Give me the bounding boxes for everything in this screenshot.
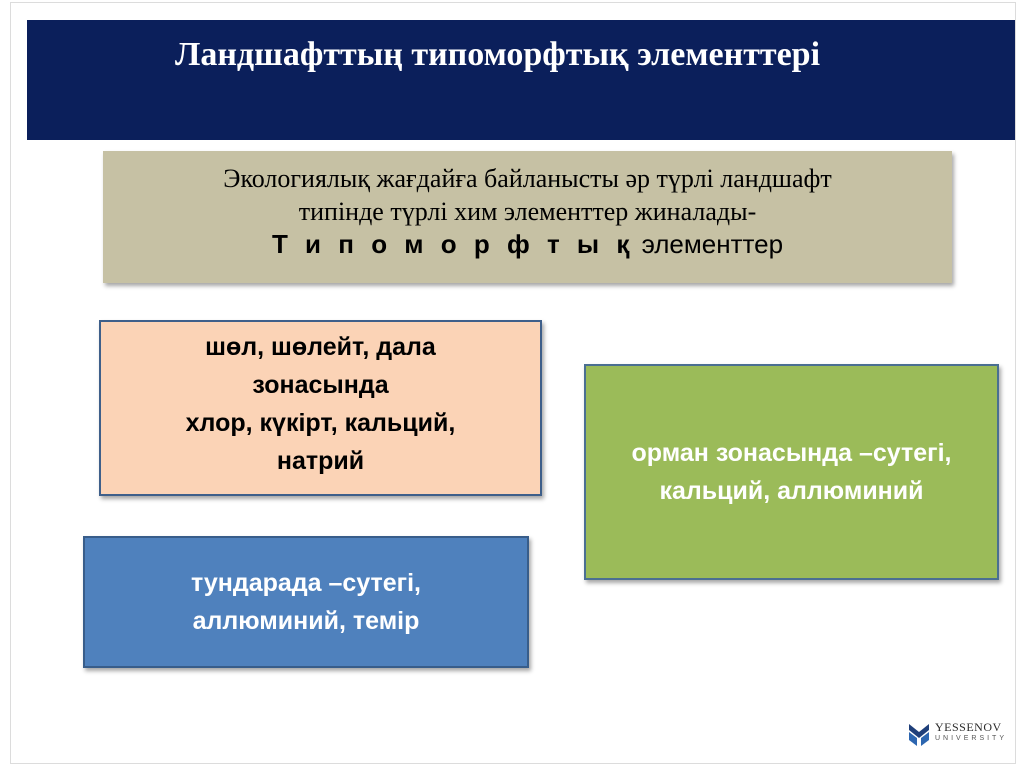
intro-line-1: Экологиялық жағдайға байланысты әр түрлі ландшафт [223,164,832,193]
intro-box [103,151,952,283]
intro-line-3 [103,228,952,261]
university-logo [907,718,1007,752]
tundra-zone-box [83,536,529,668]
intro-line-2: типінде түрлі хим элементтер жиналады- [298,197,757,226]
intro-emphasis: Т и п о м о р ф т ы қ [271,229,635,259]
logo-subtitle: UNIVERSITY [935,735,1008,742]
intro-line-3-rest: элементтер [634,229,784,259]
steppe-line-3: хлор, күкірт, кальций, [185,409,456,437]
steppe-line-1: шөл, шөлейт, дала [205,333,436,361]
steppe-line-2: зонасында [252,371,389,399]
tundra-line-1: тундарада –сутегі, [190,569,421,597]
forest-zone-box [584,364,999,580]
logo-name: YESSENOV [935,720,1002,734]
tundra-line-2: аллюминий, темір [192,607,420,635]
forest-line-1: орман зонасында –сутегі, [631,439,952,467]
steppe-zone-box [99,320,542,496]
logo-emblem-icon [907,722,931,748]
slide-title: Ландшафттың типоморфтық элементтері [175,36,821,73]
steppe-line-4: натрий [276,447,365,475]
forest-line-2: кальций, аллюминий [659,477,924,505]
